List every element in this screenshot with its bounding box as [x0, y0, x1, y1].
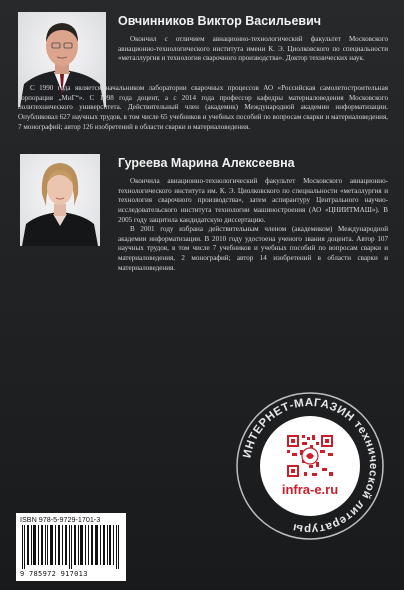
stamp-ring-text: ИНТЕРНЕТ-МАГАЗИН технической литературы [241, 396, 380, 536]
stamp-url: infra-e.ru [281, 482, 339, 497]
author1-bio-2: С 1990 года является начальником лаборатории сварочных процессов АО «Российская самолетостроительная корпорация „МиГ“». С 1998 года доцент, а с 2014 года профессор кафедры материаловедения Московского политехнического университета. Действительный член (академик) Международной академии информатизации. Опубликовал 627 научных трудов, в том числе 65 учебников и учебных пособий по вопросам сварки и материаловедения, 7 монографий; автор 126 изобретений в области сварки и материаловедения. [18, 84, 388, 131]
author1-name: Овчинников Виктор Васильевич [118, 14, 322, 28]
isbn-text: ISBN 978-5-9729-1701-3 [20, 515, 101, 524]
barcode [16, 513, 126, 581]
author2-name: Гуреева Марина Алексеевна [118, 156, 295, 170]
author2-bio-2: В 2001 году избрана действительным членом (академиком) Международной академии информатизации. В 2010 году удостоена ученого звания доцента. Автор 107 научных трудов, в том числе 7 учебников и учебных пособий по вопросам сварки и материаловедения, 2 монографий; автор 14 изобретений в области сварки и материаловедения. [118, 225, 388, 272]
author2-photo [20, 154, 100, 246]
author2-bio-1: Окончила авиационно-технологический факультет Московского авиационно-технологического института им. К. Э. Циолковского по специальности «металлургия и технология сварочного производства», затем аспирантуру Центрального научно-исследовательского института технологии машиностроения (АО «ЦНИИТМАШ»). В 2005 году защитила кандидатскую диссертацию. [118, 177, 388, 224]
qr-code-icon [286, 434, 334, 478]
author1-bio-1: Окончил с отличием авиационно-технологический факультет Московского авиационно-технологического института имени К. Э. Циолковского по специальности «металлургия и технология сварочного производства». Доктор технических наук. [118, 35, 388, 63]
barcode-digits: 9 785972 917013 [20, 570, 88, 578]
barcode-bars [20, 525, 122, 569]
shop-stamp [234, 390, 386, 542]
